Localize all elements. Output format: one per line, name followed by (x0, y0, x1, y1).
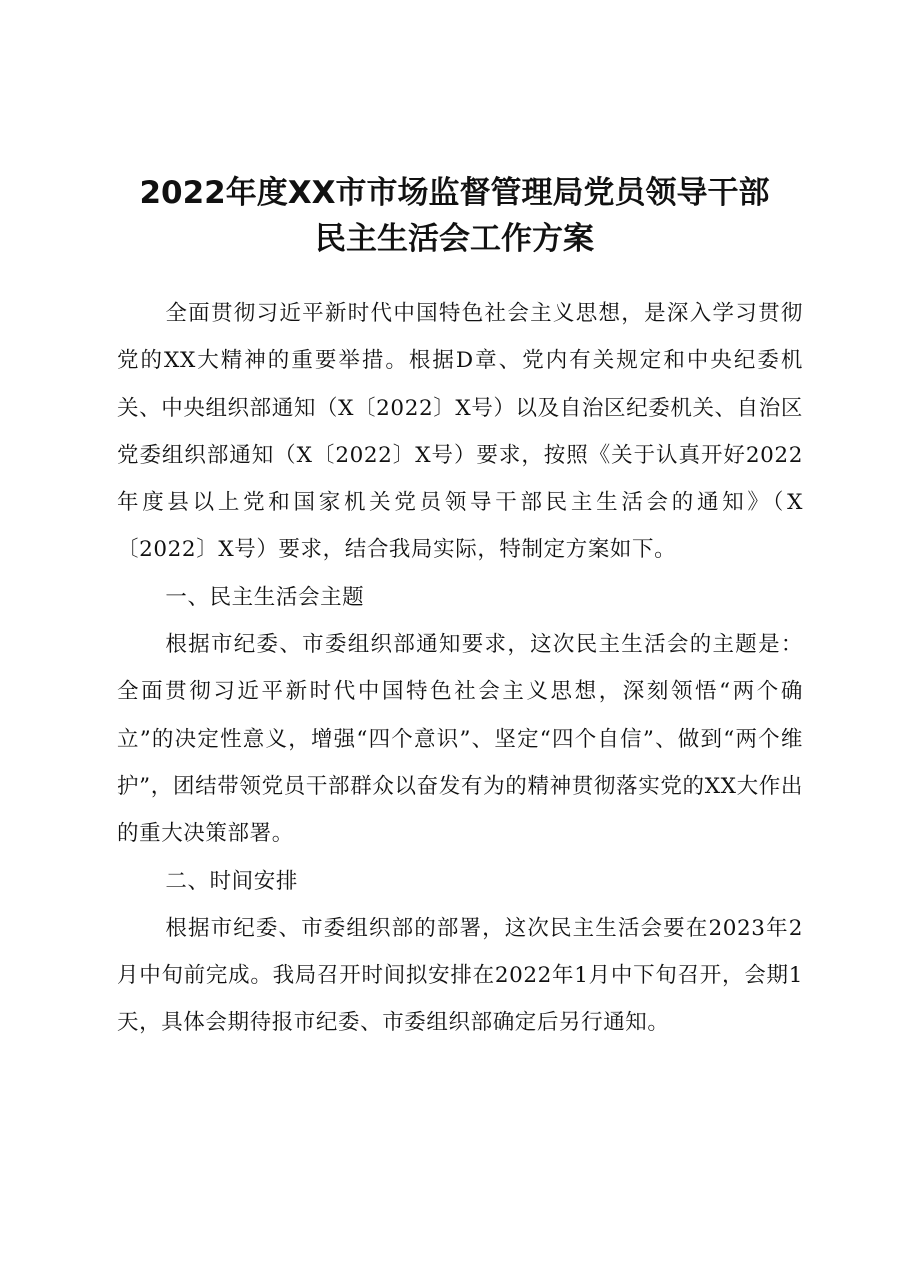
section-2-paragraph: 根据市纪委、市委组织部的部署，这次民主生活会要在2023年2月中旬前完成。我局召开时间拟安排在2022年1月中下旬召开，会期1天，具体会期待报市纪委、市委组织部确定后另行通知。 (117, 915, 803, 1036)
intro-paragraph: 全面贯彻习近平新时代中国特色社会主义思想，是深入学习贯彻党的XX大精神的重要举措。根据D章、党内有关规定和中央纪委机关、中央组织部通知（X〔2022〕X号）以及自治区纪委机关、自治区党委组织部通知（X〔2022〕X号）要求，按照《关于认真开好2022年度县以上党和国家机关党员领导干部民主生活会的通知》（X〔2022〕X号）要求，结合我局实际，特制定方案如下。 (117, 301, 803, 563)
document-title-line-1: 2022年度XX市市场监督管理局党员领导干部 (139, 175, 770, 211)
document-body (117, 290, 803, 1047)
document-title-line-2: 民主生活会工作方案 (315, 221, 594, 257)
section-2-heading: 二、时间安排 (165, 868, 298, 894)
section-1-heading: 一、民主生活会主题 (165, 584, 365, 610)
section-1-paragraph: 根据市纪委、市委组织部通知要求，这次民主生活会的主题是：全面贯彻习近平新时代中国特色社会主义思想，深刻领悟“两个确立”的决定性意义，增强“四个意识”、坚定“四个自信”、做到“两个维护”，团结带领党员干部群众以奋发有为的精神贯彻落实党的XX大作出的重大决策部署。 (117, 632, 803, 847)
